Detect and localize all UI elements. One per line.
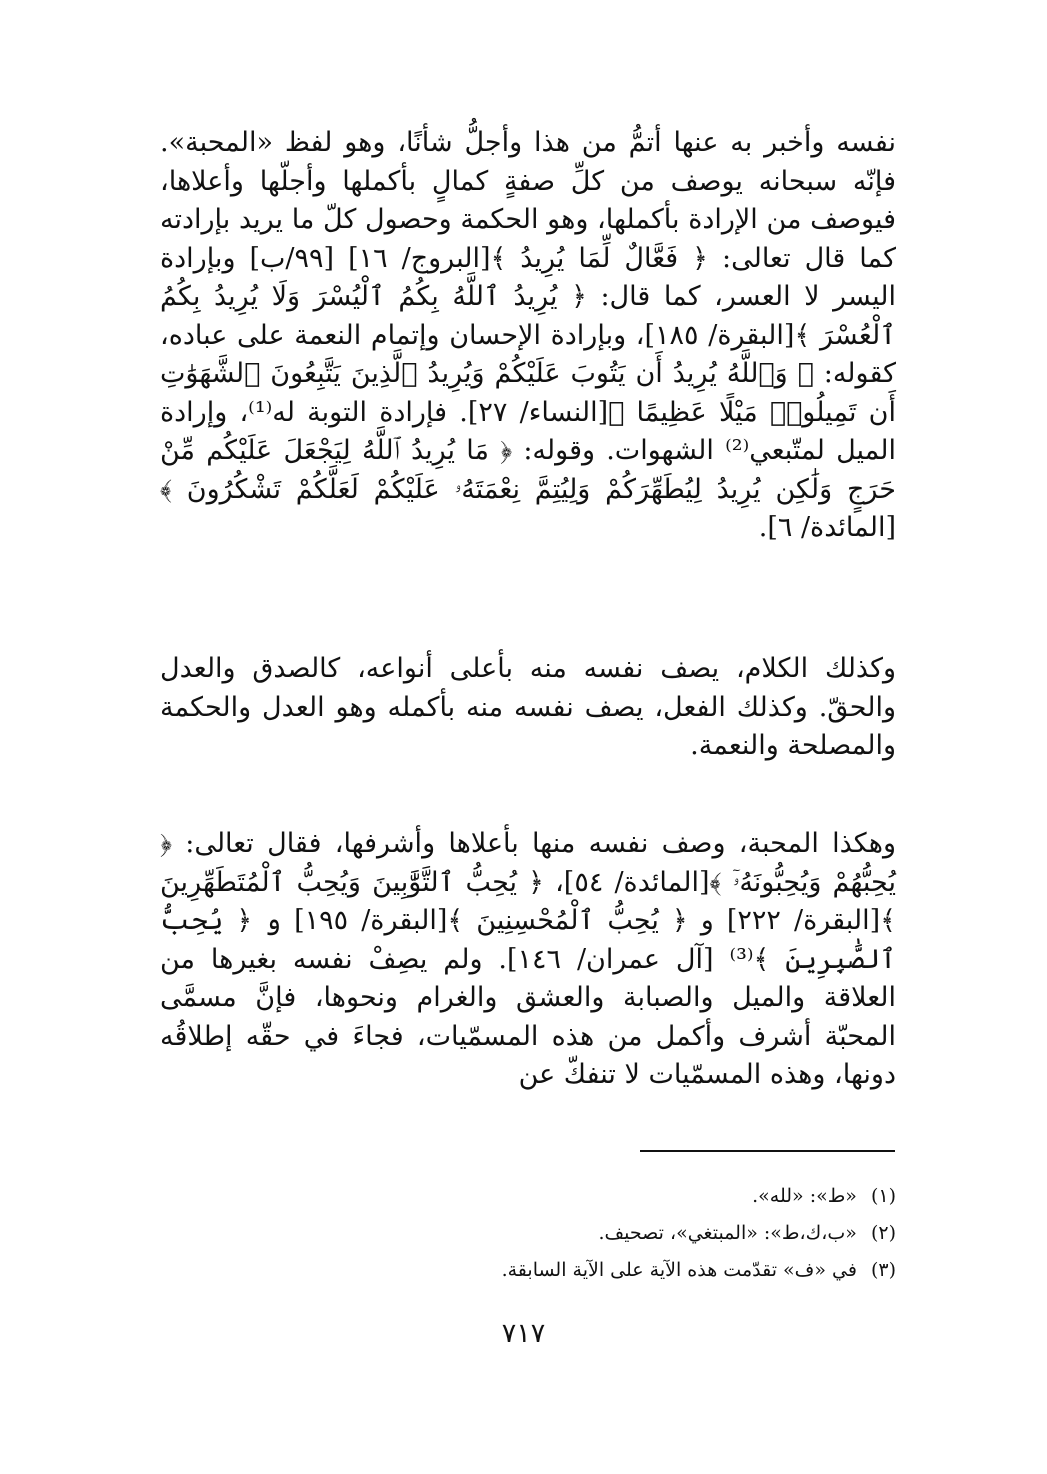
footnotes	[160, 1178, 896, 1289]
main-text	[160, 124, 896, 548]
main-text-continued	[160, 650, 896, 766]
footnote-1	[160, 1178, 896, 1215]
footnote-3-text: في «ف» تقدّمت هذه الآية على الآية السابقة.	[501, 1259, 857, 1281]
footnote-3	[160, 1252, 896, 1289]
footnote-2-number: (٢)	[870, 1222, 896, 1244]
paragraph-1: نفسه وأخبر به عنها أتمُّ من هذا وأجلُّ شأنًا، وهو لفظ «المحبة». فإنّه سبحانه يوصف من كلِّ صفةٍ كمالٍ بأكملها وأجلّها وأعلاها، فيوصف من الإرادة بأكملها، وهو الحكمة وحصول كلّ ما يريد بإرادته كما قال تعالى: ﴿ فَعَّالٌ لِّمَا يُرِيدُ ﴾[البروج/ ١٦] [٩٩/ب] وبإرادة اليسر لا العسر، كما قال: ﴿ يُرِيدُ ٱللَّهُ بِكُمُ ٱلْيُسْرَ وَلَا يُرِيدُ بِكُمُ ٱلْعُسْرَ ﴾[البقرة/ ١٨٥]، وبإرادة الإحسان وإتمام النعمة على عباده، كقوله: ﴿ وَٱللَّهُ يُرِيدُ أَن يَتُوبَ عَلَيْكُمْ وَيُرِيدُ ٱلَّذِينَ يَتَّبِعُونَ ٱلشَّهَوَٰتِ أَن تَمِيلُوا۟ مَيْلًا عَظِيمًا ﴾[النساء/ ٢٧]. فإرادة التوبة له⁽¹⁾، وإرادة الميل لمتّبعي⁽²⁾ الشهوات. وقوله: ﴿ مَا يُرِيدُ ٱللَّهُ لِيَجْعَلَ عَلَيْكُم مِّنْ حَرَجٍ وَلَٰكِن يُرِيدُ لِيُطَهِّرَكُمْ وَلِيُتِمَّ نِعْمَتَهُۥ عَلَيْكُمْ لَعَلَّكُمْ تَشْكُرُونَ ﴾[المائدة/ ٦].	[160, 127, 897, 543]
paragraph-2: وكذلك الكلام، يصف نفسه منه بأعلى أنواعه، كالصدق والعدل والحقّ. وكذلك الفعل، يصف نفسه منه بأكمله وهو العدل والحكمة والمصلحة والنعمة.	[160, 653, 896, 761]
footnote-2-text: «ب،ك،ط»: «المبتغي»، تصحيف.	[598, 1222, 857, 1244]
main-text-final	[160, 825, 896, 1095]
footnote-2	[160, 1215, 896, 1252]
page-number: ٧١٧	[501, 1318, 546, 1349]
footnote-divider	[640, 1150, 895, 1152]
footnote-1-number: (١)	[870, 1185, 896, 1207]
footnote-1-text: «ط»: «لله».	[752, 1185, 857, 1207]
footnote-3-number: (٣)	[870, 1259, 896, 1281]
paragraph-3: وهكذا المحبة، وصف نفسه منها بأعلاها وأشرفها، فقال تعالى: ﴿ يُحِبُّهُمْ وَيُحِبُّونَهُۥٓ ﴾[المائدة/ ٥٤]، ﴿ يُحِبُّ ٱلتَّوَّٰبِينَ وَيُحِبُّ ٱلْمُتَطَهِّرِينَ ﴾[البقرة/ ٢٢٢] و ﴿ يُحِبُّ ٱلْمُحْسِنِينَ ﴾[البقرة/ ١٩٥] و ﴿ يُحِبُّ ٱلصَّٰبِرِينَ ﴾⁽³⁾ [آل عمران/ ١٤٦]. ولم يصِفْ نفسه بغيرها من العلاقة والميل والصبابة والعشق والغرام ونحوها، فإنَّ مسمَّى المحبّة أشرف وأكمل من هذه المسمّيات، فجاءَ في حقّه إطلاقُه دونها، وهذه المسمّيات لا تنفكّ عن	[160, 828, 897, 1090]
